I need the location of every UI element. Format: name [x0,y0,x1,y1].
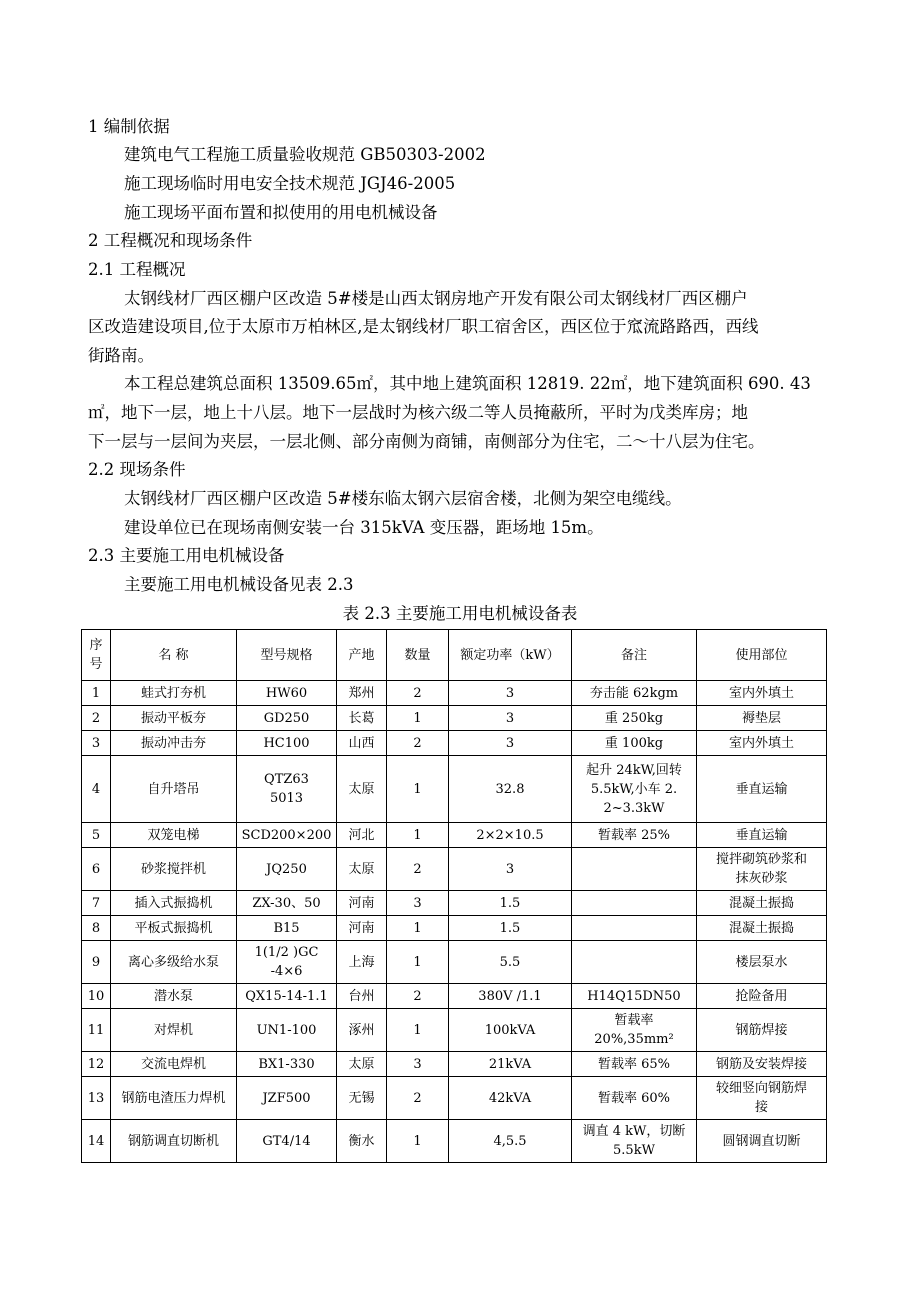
table-row [82,1009,827,1052]
section-1-title: 1 编制依据 [88,117,170,136]
cell-origin: 无锡 [337,1077,387,1120]
cell-usage: 楼层泵水 [697,941,827,984]
cell-name: 振动平板夯 [111,706,237,731]
cell-origin: 河南 [337,916,387,941]
cell-name: 蛙式打夯机 [111,681,237,706]
basis-item-1: 建筑电气工程施工质量验收规范 GB50303-2002 [124,145,486,164]
header-model: 型号规格 [237,630,337,681]
cell-remark: 暂载率 20%,35mm² [572,1009,697,1052]
equipment-reference: 主要施工用电机械设备见表 2.3 [124,575,354,594]
table-row [82,941,827,984]
table-header-row [82,630,827,681]
cell-power: 5.5 [449,941,572,984]
table-row [82,848,827,891]
cell-power: 3 [449,681,572,706]
header-remark: 备注 [572,630,697,681]
cell-name: 对焊机 [111,1009,237,1052]
overview-paragraph-2-line-3: 下一层与一层间为夹层，一层北侧、部分南侧为商铺，南侧部分为住宅，二～十八层为住宅。 [88,432,765,451]
cell-no: 1 [82,681,111,706]
cell-origin: 河北 [337,823,387,848]
cell-no: 12 [82,1052,111,1077]
cell-model: SCD200×200 [237,823,337,848]
site-condition-2: 建设单位已在现场南侧安装一台 315kVA 变压器，距场地 15m。 [124,518,604,537]
section-2-title: 2 工程概况和现场条件 [88,231,253,250]
cell-remark [572,891,697,916]
cell-usage: 搅拌砌筑砂浆和 抹灰砂浆 [697,848,827,891]
cell-power: 32.8 [449,756,572,823]
table-row [82,823,827,848]
cell-power: 100kVA [449,1009,572,1052]
cell-power: 3 [449,706,572,731]
cell-model: HW60 [237,681,337,706]
overview-paragraph-1-line-2: 区改造建设项目,位于太原市万柏林区,是太钢线材厂职工宿舍区，西区位于窊流路路西，西线 [88,317,759,336]
cell-power: 4,5.5 [449,1120,572,1163]
cell-no: 14 [82,1120,111,1163]
cell-no: 13 [82,1077,111,1120]
cell-qty: 2 [387,1077,449,1120]
cell-model: HC100 [237,731,337,756]
cell-qty: 2 [387,984,449,1009]
cell-qty: 3 [387,891,449,916]
cell-power: 3 [449,731,572,756]
cell-usage: 室内外填土 [697,731,827,756]
cell-qty: 3 [387,1052,449,1077]
cell-model: QTZ63 5013 [237,756,337,823]
cell-model: B15 [237,916,337,941]
section-2-1-title: 2.1 工程概况 [88,260,186,279]
cell-usage: 钢筋及安装焊接 [697,1052,827,1077]
cell-no: 10 [82,984,111,1009]
cell-origin: 山西 [337,731,387,756]
cell-model: BX1-330 [237,1052,337,1077]
cell-no: 8 [82,916,111,941]
cell-name: 离心多级给水泵 [111,941,237,984]
cell-remark [572,916,697,941]
cell-name: 插入式振捣机 [111,891,237,916]
cell-model: GT4/14 [237,1120,337,1163]
cell-remark: 夯击能 62kgm [572,681,697,706]
cell-power: 21kVA [449,1052,572,1077]
cell-power: 380V /1.1 [449,984,572,1009]
overview-paragraph-1-line-3: 街路南。 [88,346,154,365]
cell-power: 1.5 [449,916,572,941]
cell-qty: 2 [387,681,449,706]
overview-paragraph-2-line-2: ㎡，地下一层，地上十八层。地下一层战时为核六级二等人员掩蔽所，平时为戊类库房；地 [88,403,748,422]
cell-name: 振动冲击夯 [111,731,237,756]
cell-usage: 较细竖向钢筋焊 接 [697,1077,827,1120]
cell-name: 钢筋电渣压力焊机 [111,1077,237,1120]
cell-model: GD250 [237,706,337,731]
cell-qty: 1 [387,823,449,848]
header-name: 名 称 [111,630,237,681]
cell-no: 5 [82,823,111,848]
cell-qty: 2 [387,731,449,756]
cell-no: 11 [82,1009,111,1052]
header-origin: 产地 [337,630,387,681]
basis-item-2: 施工现场临时用电安全技术规范 JGJ46-2005 [124,174,456,193]
cell-remark: 暂载率 25% [572,823,697,848]
cell-origin: 太原 [337,1052,387,1077]
equipment-table [81,629,827,1163]
basis-item-3: 施工现场平面布置和拟使用的用电机械设备 [124,203,438,222]
site-condition-1: 太钢线材厂西区棚户区改造 5#楼东临太钢六层宿舍楼，北侧为架空电缆线。 [124,489,682,508]
cell-qty: 1 [387,706,449,731]
cell-usage: 室内外填土 [697,681,827,706]
cell-usage: 钢筋焊接 [697,1009,827,1052]
cell-name: 交流电焊机 [111,1052,237,1077]
table-row [82,891,827,916]
section-2-3-title: 2.3 主要施工用电机械设备 [88,546,285,565]
cell-no: 9 [82,941,111,984]
cell-origin: 台州 [337,984,387,1009]
overview-paragraph-1-line-1: 太钢线材厂西区棚户区改造 5#楼是山西太钢房地产开发有限公司太钢线材厂西区棚户 [124,289,748,308]
header-power: 额定功率（kW） [449,630,572,681]
cell-origin: 郑州 [337,681,387,706]
cell-model: ZX-30、50 [237,891,337,916]
cell-no: 6 [82,848,111,891]
cell-name: 自升塔吊 [111,756,237,823]
cell-remark: H14Q15DN50 [572,984,697,1009]
table-row [82,756,827,823]
cell-qty: 1 [387,941,449,984]
cell-remark: 暂载率 60% [572,1077,697,1120]
cell-power: 3 [449,848,572,891]
header-no: 序 号 [82,630,111,681]
cell-usage: 抢险备用 [697,984,827,1009]
header-usage: 使用部位 [697,630,827,681]
cell-origin: 太原 [337,756,387,823]
cell-name: 潜水泵 [111,984,237,1009]
cell-origin: 涿州 [337,1009,387,1052]
cell-remark [572,941,697,984]
cell-remark: 暂载率 65% [572,1052,697,1077]
cell-remark: 重 100kg [572,731,697,756]
header-qty: 数量 [387,630,449,681]
table-row [82,1120,827,1163]
cell-power: 42kVA [449,1077,572,1120]
table-row [82,731,827,756]
cell-remark: 重 250kg [572,706,697,731]
cell-name: 平板式振捣机 [111,916,237,941]
cell-power: 1.5 [449,891,572,916]
cell-name: 砂浆搅拌机 [111,848,237,891]
cell-power: 2×2×10.5 [449,823,572,848]
cell-origin: 衡水 [337,1120,387,1163]
table-row [82,1052,827,1077]
cell-name: 钢筋调直切断机 [111,1120,237,1163]
cell-qty: 1 [387,756,449,823]
section-2-2-title: 2.2 现场条件 [88,460,186,479]
cell-name: 双笼电梯 [111,823,237,848]
cell-no: 7 [82,891,111,916]
cell-origin: 太原 [337,848,387,891]
cell-no: 2 [82,706,111,731]
cell-qty: 1 [387,1009,449,1052]
cell-usage: 圆钢调直切断 [697,1120,827,1163]
table-row [82,984,827,1009]
cell-usage: 褥垫层 [697,706,827,731]
cell-remark: 调直 4 kW，切断 5.5kW [572,1120,697,1163]
overview-paragraph-2-line-1: 本工程总建筑总面积 13509.65㎡，其中地上建筑面积 12819. 22㎡，地下建筑面积 690. 43 [124,374,811,393]
cell-qty: 1 [387,1120,449,1163]
cell-model: UN1-100 [237,1009,337,1052]
cell-origin: 长葛 [337,706,387,731]
table-caption: 表 2.3 主要施工用电机械设备表 [342,604,578,623]
cell-no: 4 [82,756,111,823]
cell-origin: 河南 [337,891,387,916]
table-row [82,1077,827,1120]
cell-usage: 垂直运输 [697,823,827,848]
cell-model: JQ250 [237,848,337,891]
cell-origin: 上海 [337,941,387,984]
cell-model: 1(1/2 )GC -4×6 [237,941,337,984]
table-row [82,916,827,941]
cell-usage: 混凝土振捣 [697,916,827,941]
cell-usage: 混凝土振捣 [697,891,827,916]
cell-remark [572,848,697,891]
cell-remark: 起升 24kW,回转 5.5kW,小车 2. 2~3.3kW [572,756,697,823]
cell-qty: 2 [387,848,449,891]
cell-usage: 垂直运输 [697,756,827,823]
cell-model: JZF500 [237,1077,337,1120]
table-row [82,706,827,731]
cell-model: QX15-14-1.1 [237,984,337,1009]
cell-qty: 1 [387,916,449,941]
cell-no: 3 [82,731,111,756]
table-row [82,681,827,706]
